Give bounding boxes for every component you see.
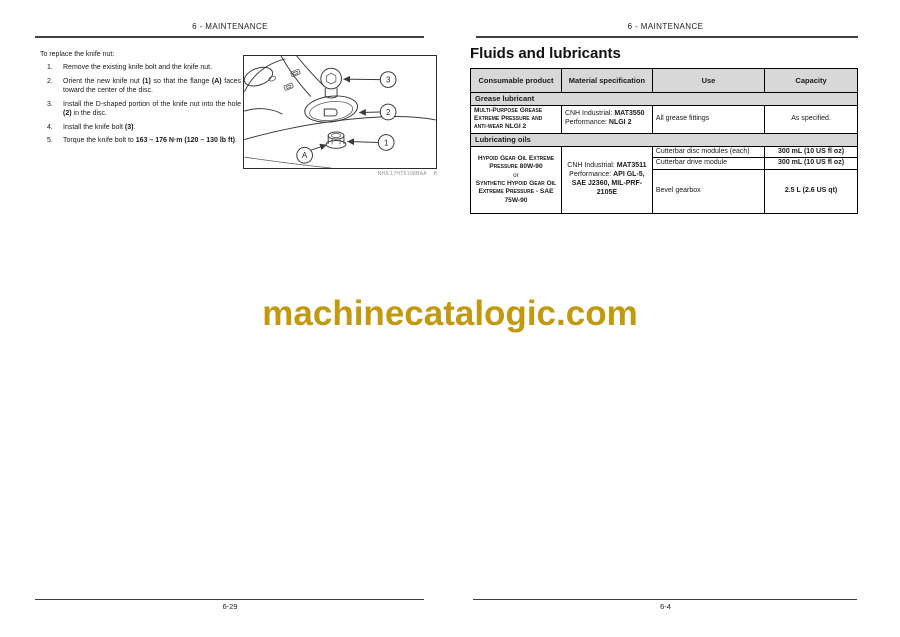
knife-nut-illustration <box>244 56 436 168</box>
oil-product-alternative: Synthetic Hypoid Gear Oil Extreme Pressure - SAE 75W-90 <box>475 179 557 204</box>
step-item <box>40 63 241 73</box>
step-item <box>40 123 241 133</box>
left-page-number: 6-29 <box>222 602 238 611</box>
spec-value: MAT3511 <box>616 162 647 170</box>
cell-oil-capacity-3: 2.5 L (2.6 US qt) <box>765 170 858 214</box>
step-number: 1. <box>47 64 53 71</box>
col-header-use: Use <box>652 69 764 93</box>
steps-list <box>40 63 241 150</box>
oil-product-primary: Hypoid Gear Oil Extreme Pressure 80W-90 <box>477 154 555 171</box>
callout-A-label: A <box>302 151 308 161</box>
step-number: 2. <box>47 77 53 85</box>
callout-2-label: 2 <box>385 107 391 117</box>
table-header-row <box>471 69 858 93</box>
step-text: Orient the new knife nut (1) so that the flange (A) faces toward the center of the disc. <box>63 77 241 94</box>
left-header-rule <box>35 36 424 38</box>
section-row-oils <box>471 133 858 146</box>
oil-product-or: or <box>513 171 519 179</box>
step-text: Remove the existing knife bolt and the knife nut. <box>63 64 213 71</box>
right-page-number: 6-4 <box>660 602 671 611</box>
knife-nut-figure <box>243 55 437 169</box>
spec-label: CNH Industrial: <box>567 162 617 170</box>
section-title: Fluids and lubricants <box>470 45 621 62</box>
step-number: 5. <box>47 137 53 144</box>
cell-grease-product: Multi-Purpose Grease Extreme Pressure and anti-wear NLGI 2 <box>471 105 562 133</box>
table-row-grease <box>471 105 858 133</box>
section-label-oils: Lubricating oils <box>471 133 858 146</box>
left-footer-rule <box>35 599 424 600</box>
section-label-grease: Grease lubricant <box>471 93 858 106</box>
step-number: 4. <box>47 123 53 131</box>
step-text: Install the D-shaped portion of the knife nut into the hole (2) in the disc. <box>63 100 241 117</box>
figure-caption <box>243 171 437 177</box>
spec-label: Performance: <box>569 171 614 178</box>
table-row-oil-1 <box>471 146 858 158</box>
cell-oil-use-2: Cutterbar drive module <box>652 158 764 170</box>
fluids-and-lubricants-table <box>470 68 858 214</box>
callout-3-label: 3 <box>385 75 391 85</box>
cell-grease-spec <box>561 105 652 133</box>
col-header-material-specification: Material specification <box>561 69 652 93</box>
cell-oil-capacity-1: 300 mL (10 US fl oz) <box>765 146 858 158</box>
right-footer-rule <box>473 599 857 600</box>
cell-oil-spec <box>561 146 652 214</box>
cell-grease-use: All grease fittings <box>652 105 764 133</box>
figure-number: 8 <box>433 171 437 177</box>
col-header-consumable-product: Consumable product <box>471 69 562 93</box>
figure-ref-code: NHIL17HT5108BAA <box>377 171 427 177</box>
step-number: 3. <box>47 100 53 108</box>
step-item <box>40 77 241 96</box>
cell-oil-use-3: Bevel gearbox <box>652 170 764 214</box>
step-text: Install the knife bolt (3). <box>63 123 136 131</box>
spec-label: Performance: <box>564 119 609 127</box>
right-page-header: 6 - MAINTENANCE <box>627 22 704 31</box>
cell-grease-capacity: As specified. <box>765 105 858 133</box>
step-item <box>40 100 241 119</box>
spec-value: MAT3550 <box>614 110 645 118</box>
procedure-intro: To replace the knife nut: <box>40 51 115 58</box>
section-row-grease <box>471 93 858 106</box>
watermark-text: machinecatalogic.com <box>262 294 638 333</box>
callout-1-label: 1 <box>383 138 389 148</box>
cell-oil-product <box>471 146 562 214</box>
step-text: Torque the knife bolt to 163 – 176 N·m (120 – 130 lb ft). <box>63 137 237 144</box>
spec-label: CNH Industrial: <box>564 110 615 118</box>
cell-oil-use-1: Cutterbar disc modules (each) <box>652 146 764 158</box>
spec-value: NLGI 2 <box>608 119 632 127</box>
step-item <box>40 136 241 146</box>
cell-oil-capacity-2: 300 mL (10 US fl oz) <box>765 158 858 170</box>
right-header-rule <box>476 36 858 38</box>
left-page-header: 6 - MAINTENANCE <box>192 22 268 31</box>
spec-value: API GL-5, SAE J2360, MIL-PRF-2105E <box>571 171 645 196</box>
col-header-capacity: Capacity <box>765 69 858 93</box>
